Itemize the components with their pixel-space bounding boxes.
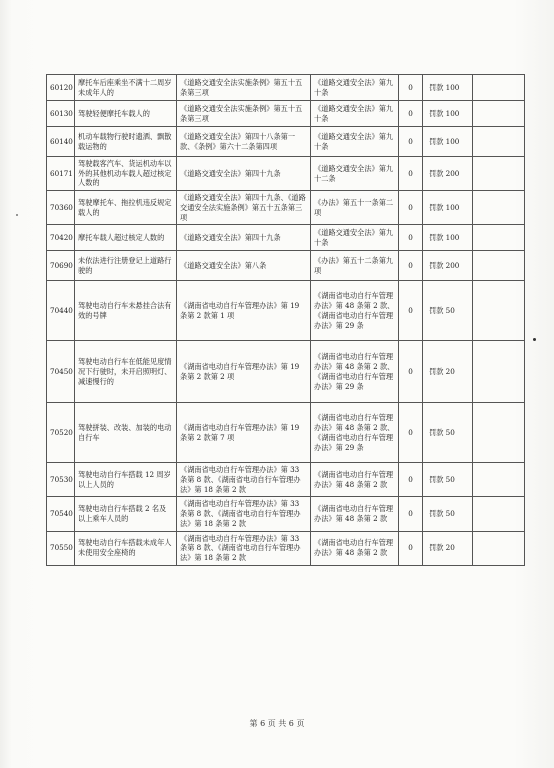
code-cell: 60130 bbox=[47, 101, 75, 127]
table-row bbox=[47, 225, 525, 251]
code-cell: 60140 bbox=[47, 127, 75, 157]
legal-basis-cell: 《湖南省电动自行车管理办法》第 33 条第 8 款、《湖南省电动自行车管理办法》第 18 条第 2 款 bbox=[177, 497, 311, 531]
remarks-cell bbox=[473, 101, 525, 127]
penalty-basis-cell: 《湖南省电动自行车管理办法》第 48 条第 2 款、《湖南省电动自行车管理办法》第 29 条 bbox=[311, 403, 399, 463]
remarks-cell bbox=[473, 497, 525, 531]
remarks-cell bbox=[473, 281, 525, 341]
description-cell: 驾驶电动自行车搭载 12 周岁以上人员的 bbox=[75, 463, 177, 497]
legal-basis-cell: 《道路交通安全法》第八条 bbox=[177, 251, 311, 281]
points-cell: 0 bbox=[399, 225, 423, 251]
points-cell: 0 bbox=[399, 403, 423, 463]
fine-cell: 罚款 50 bbox=[423, 463, 473, 497]
description-cell: 驾驶电动自行车在低能见度情况下行驶时，未开启照明灯、减速慢行的 bbox=[75, 341, 177, 403]
remarks-cell bbox=[473, 463, 525, 497]
code-cell: 70420 bbox=[47, 225, 75, 251]
violation-table-body bbox=[47, 75, 525, 566]
scan-speck bbox=[533, 338, 536, 341]
table-row bbox=[47, 127, 525, 157]
remarks-cell bbox=[473, 225, 525, 251]
table-row bbox=[47, 531, 525, 565]
description-cell: 驾驶电动自行车搭载 2 名及以上乘车人员的 bbox=[75, 497, 177, 531]
penalty-basis-cell: 《湖南省电动自行车管理办法》第 48 条第 2 款、《湖南省电动自行车管理办法》第 29 条 bbox=[311, 341, 399, 403]
table-row bbox=[47, 341, 525, 403]
points-cell: 0 bbox=[399, 281, 423, 341]
description-cell: 驾驶电动自行车搭载未成年人未使用安全座椅的 bbox=[75, 531, 177, 565]
code-cell: 70450 bbox=[47, 341, 75, 403]
code-cell: 70690 bbox=[47, 251, 75, 281]
code-cell: 70520 bbox=[47, 403, 75, 463]
points-cell: 0 bbox=[399, 157, 423, 191]
fine-cell: 罚款 50 bbox=[423, 497, 473, 531]
table-row bbox=[47, 497, 525, 531]
fine-cell: 罚款 100 bbox=[423, 101, 473, 127]
scan-speck bbox=[16, 214, 18, 216]
legal-basis-cell: 《道路交通安全法》第四十九条 bbox=[177, 225, 311, 251]
fine-cell: 罚款 50 bbox=[423, 403, 473, 463]
violation-table bbox=[46, 74, 525, 566]
remarks-cell bbox=[473, 127, 525, 157]
points-cell: 0 bbox=[399, 341, 423, 403]
code-cell: 70540 bbox=[47, 497, 75, 531]
fine-cell: 罚款 20 bbox=[423, 341, 473, 403]
penalty-basis-cell: 《道路交通安全法》第九十二条 bbox=[311, 157, 399, 191]
code-cell: 70360 bbox=[47, 191, 75, 225]
table-row bbox=[47, 281, 525, 341]
description-cell: 驾驶载客汽车、货运机动车以外的其他机动车载人超过核定人数的 bbox=[75, 157, 177, 191]
remarks-cell bbox=[473, 157, 525, 191]
fine-cell: 罚款 100 bbox=[423, 75, 473, 101]
points-cell: 0 bbox=[399, 531, 423, 565]
description-cell: 摩托车载人超过核定人数的 bbox=[75, 225, 177, 251]
penalty-basis-cell: 《道路交通安全法》第九十条 bbox=[311, 75, 399, 101]
penalty-basis-cell: 《湖南省电动自行车管理办法》第 48 条第 2 款、《湖南省电动自行车管理办法》第 29 条 bbox=[311, 281, 399, 341]
code-cell: 70440 bbox=[47, 281, 75, 341]
fine-cell: 罚款 100 bbox=[423, 191, 473, 225]
points-cell: 0 bbox=[399, 497, 423, 531]
fine-cell: 罚款 20 bbox=[423, 531, 473, 565]
legal-basis-cell: 《湖南省电动自行车管理办法》第 33 条第 8 款、《湖南省电动自行车管理办法》第 18 条第 2 款 bbox=[177, 531, 311, 565]
table-row bbox=[47, 463, 525, 497]
fine-cell: 罚款 50 bbox=[423, 281, 473, 341]
page-footer: 第 6 页 共 6 页 bbox=[249, 719, 305, 728]
points-cell: 0 bbox=[399, 101, 423, 127]
table-row bbox=[47, 403, 525, 463]
penalty-basis-cell: 《湖南省电动自行车管理办法》第 48 条第 2 款 bbox=[311, 463, 399, 497]
remarks-cell bbox=[473, 251, 525, 281]
description-cell: 驾驶摩托车、拖拉机违反规定载人的 bbox=[75, 191, 177, 225]
legal-basis-cell: 《道路交通安全法》第四十九条、《道路交通安全法实施条例》第五十五条第三项 bbox=[177, 191, 311, 225]
points-cell: 0 bbox=[399, 251, 423, 281]
penalty-basis-cell: 《办法》第五十一条第二项 bbox=[311, 191, 399, 225]
penalty-basis-cell: 《道路交通安全法》第九十条 bbox=[311, 225, 399, 251]
code-cell: 60120 bbox=[47, 75, 75, 101]
legal-basis-cell: 《湖南省电动自行车管理办法》第 19 条第 2 款第 2 项 bbox=[177, 341, 311, 403]
legal-basis-cell: 《道路交通安全法》第四十九条 bbox=[177, 157, 311, 191]
penalty-basis-cell: 《道路交通安全法》第九十条 bbox=[311, 101, 399, 127]
points-cell: 0 bbox=[399, 191, 423, 225]
remarks-cell bbox=[473, 75, 525, 101]
legal-basis-cell: 《湖南省电动自行车管理办法》第 19 条第 2 款第 1 项 bbox=[177, 281, 311, 341]
description-cell: 摩托车后座乘坐不满十二周岁未成年人的 bbox=[75, 75, 177, 101]
table-row bbox=[47, 251, 525, 281]
code-cell: 70530 bbox=[47, 463, 75, 497]
description-cell: 驾驶电动自行车未悬挂合法有效的号牌 bbox=[75, 281, 177, 341]
table-row bbox=[47, 101, 525, 127]
description-cell: 机动车载物行驶时遗洒、飘散载运物的 bbox=[75, 127, 177, 157]
description-cell: 驾驶拼装、改装、加装的电动自行车 bbox=[75, 403, 177, 463]
legal-basis-cell: 《道路交通安全法实施条例》第五十五条第三项 bbox=[177, 75, 311, 101]
legal-basis-cell: 《湖南省电动自行车管理办法》第 33 条第 8 款、《湖南省电动自行车管理办法》第 18 条第 2 款 bbox=[177, 463, 311, 497]
fine-cell: 罚款 200 bbox=[423, 157, 473, 191]
table-row bbox=[47, 157, 525, 191]
remarks-cell bbox=[473, 531, 525, 565]
legal-basis-cell: 《道路交通安全法》第四十八条第一款、《条例》第六十二条第四项 bbox=[177, 127, 311, 157]
description-cell: 驾驶轻便摩托车载人的 bbox=[75, 101, 177, 127]
remarks-cell bbox=[473, 341, 525, 403]
legal-basis-cell: 《湖南省电动自行车管理办法》第 19 条第 2 款第 7 项 bbox=[177, 403, 311, 463]
penalty-basis-cell: 《道路交通安全法》第九十条 bbox=[311, 127, 399, 157]
points-cell: 0 bbox=[399, 127, 423, 157]
points-cell: 0 bbox=[399, 75, 423, 101]
penalty-basis-cell: 《办法》第五十二条第九项 bbox=[311, 251, 399, 281]
code-cell: 70550 bbox=[47, 531, 75, 565]
fine-cell: 罚款 100 bbox=[423, 127, 473, 157]
penalty-basis-cell: 《湖南省电动自行车管理办法》第 48 条第 2 款 bbox=[311, 497, 399, 531]
table-row bbox=[47, 75, 525, 101]
description-cell: 未依法进行注册登记上道路行驶的 bbox=[75, 251, 177, 281]
code-cell: 60171 bbox=[47, 157, 75, 191]
points-cell: 0 bbox=[399, 463, 423, 497]
penalty-basis-cell: 《湖南省电动自行车管理办法》第 48 条第 2 款 bbox=[311, 531, 399, 565]
fine-cell: 罚款 100 bbox=[423, 225, 473, 251]
remarks-cell bbox=[473, 403, 525, 463]
table-row bbox=[47, 191, 525, 225]
legal-basis-cell: 《道路交通安全法实施条例》第五十五条第三项 bbox=[177, 101, 311, 127]
fine-cell: 罚款 200 bbox=[423, 251, 473, 281]
remarks-cell bbox=[473, 191, 525, 225]
